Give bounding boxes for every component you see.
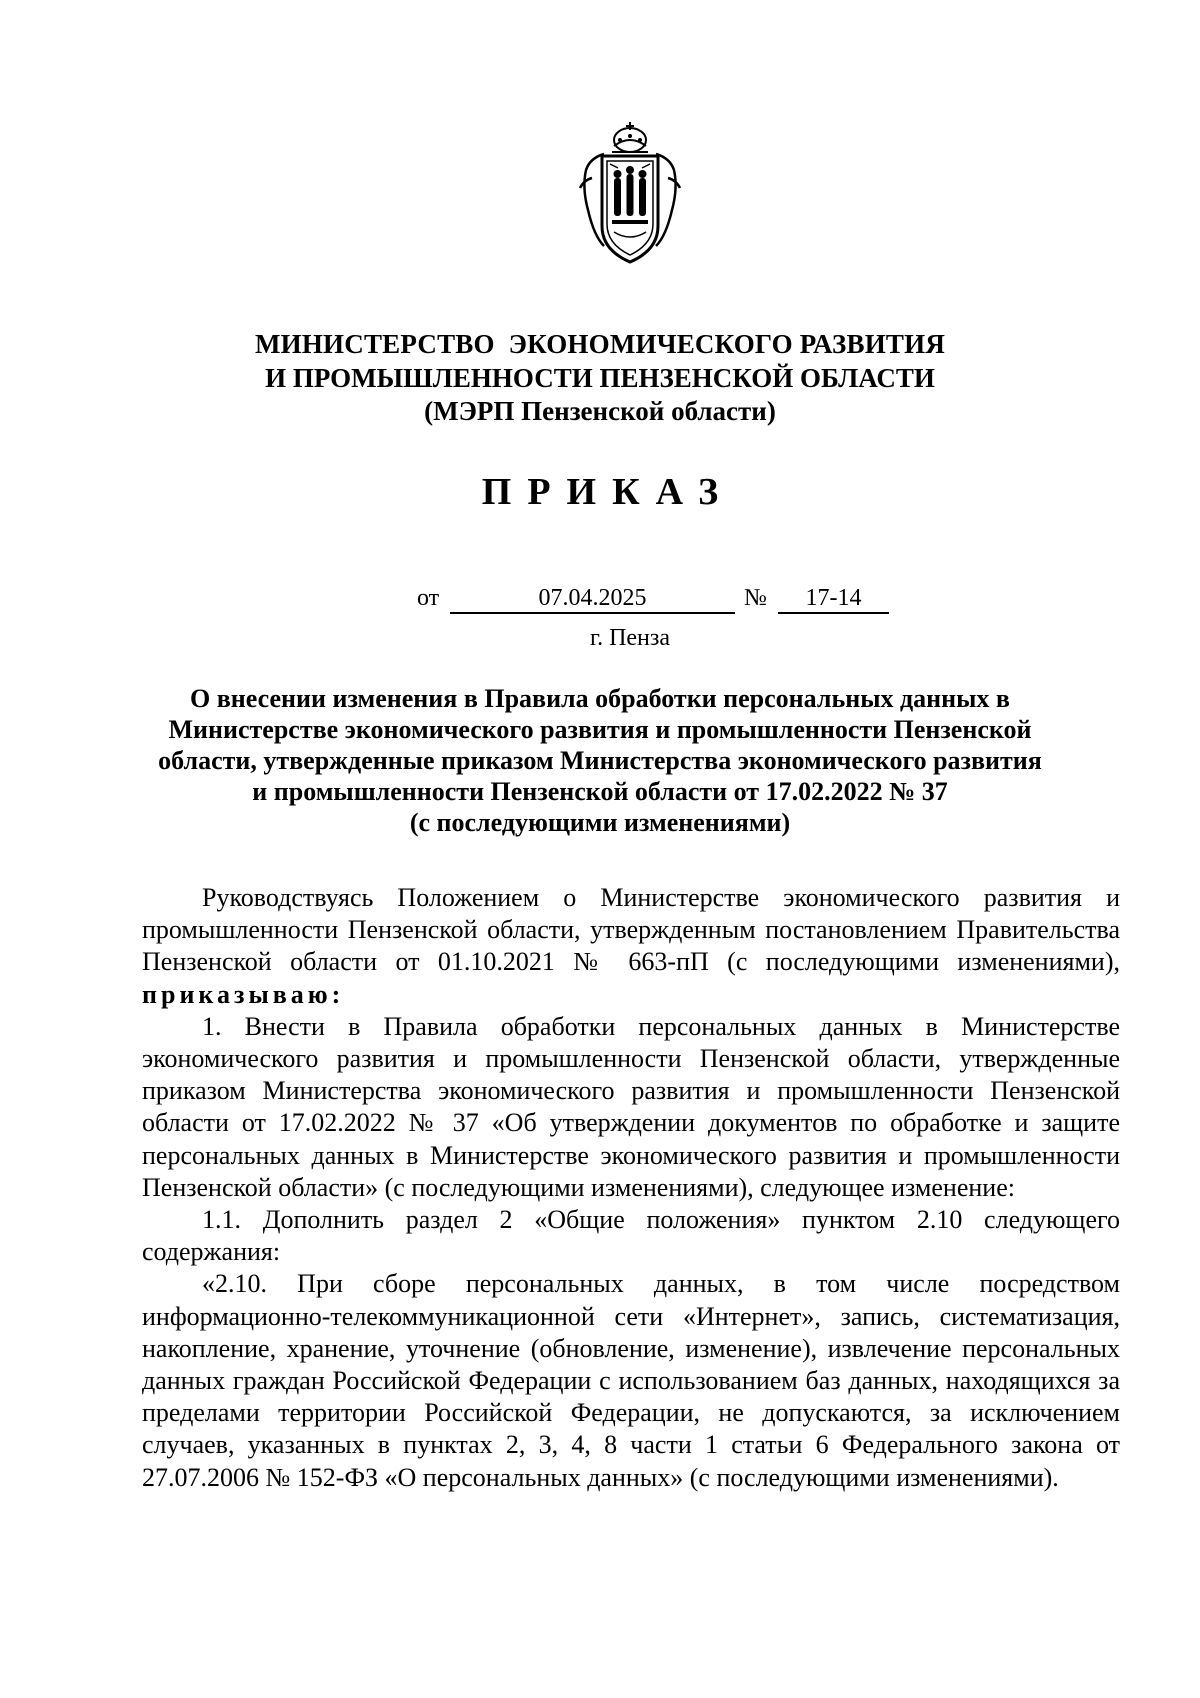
preamble-text: Руководствуясь Положением о Министерстве экономического развития и промышленности Пензенской области, утвержденным постановлением Правительства Пензенской области от 01.10.2021 № 663-пП (с последующими изменениями), <box>142 883 1120 977</box>
ministry-short-name: (МЭРП Пензенской области) <box>424 396 776 426</box>
subject-line: и промышленности Пензенской области от 17.02.2022 № 37 <box>252 777 948 806</box>
ministry-name-line1: МИНИСТЕРСТВО ЭКОНОМИЧЕСКОГО РАЗВИТИЯ <box>254 329 946 359</box>
order-word: приказываю: <box>142 979 345 1009</box>
order-number: 17-14 <box>778 584 889 614</box>
subject-line: (с последующими изменениями) <box>409 808 791 837</box>
coat-of-arms-icon <box>574 118 686 268</box>
subject-line: О внесении изменения в Правила обработки персональных данных в <box>190 684 1010 713</box>
ministry-name-line2: И ПРОМЫШЛЕННОСТИ ПЕНЗЕНСКОЙ ОБЛАСТИ <box>265 363 935 393</box>
paragraph-item-1: 1. Внести в Правила обработки персональных данных в Министерстве экономического развития и промышленности Пензенской области, утвержденные приказом Министерства экономического развития и промышленности Пензенской области от 17.02.2022 № 37 «Об утверждении документов по обработке и защите персональных данных в Министерстве экономического развития и промышленности Пензенской области» (с последующими изменениями), следующее изменение: <box>142 1011 1120 1202</box>
subject-line: Министерстве экономического развития и промышленности Пензенской <box>168 715 1032 744</box>
date-from-label: от <box>417 585 440 611</box>
order-subject <box>120 683 1080 838</box>
paragraph-item-2-10: «2.10. При сборе персональных данных, в том числе посредством информационно-телекоммуникационной сети «Интернет», запись, систематизация, накопление, хранение, уточнение (обновление, изменение), извлечение персональных данных граждан Российской Федерации с использованием баз данных, находящихся за пределами территории Российской Федерации, не допускаются, за исключением случаев, указанных в пунктах 2, 3, 4, 8 части 1 статьи 6 Федерального закона от 27.07.2006 № 152-ФЗ «О персональных данных» (с последующими изменениями). <box>142 1269 1120 1492</box>
order-number-label: № <box>744 585 767 611</box>
city: г. Пенза <box>589 625 671 651</box>
order-date: 07.04.2025 <box>450 584 735 614</box>
subject-line: области, утвержденные приказом Министерства экономического развития <box>158 746 1042 775</box>
order-body <box>142 882 1120 1494</box>
paragraph-preamble <box>142 882 1120 1011</box>
document-title: ПРИКАЗ <box>481 471 735 513</box>
paragraph-item-1-1: 1.1. Дополнить раздел 2 «Общие положения» пунктом 2.10 следующего содержания: <box>142 1205 1120 1267</box>
